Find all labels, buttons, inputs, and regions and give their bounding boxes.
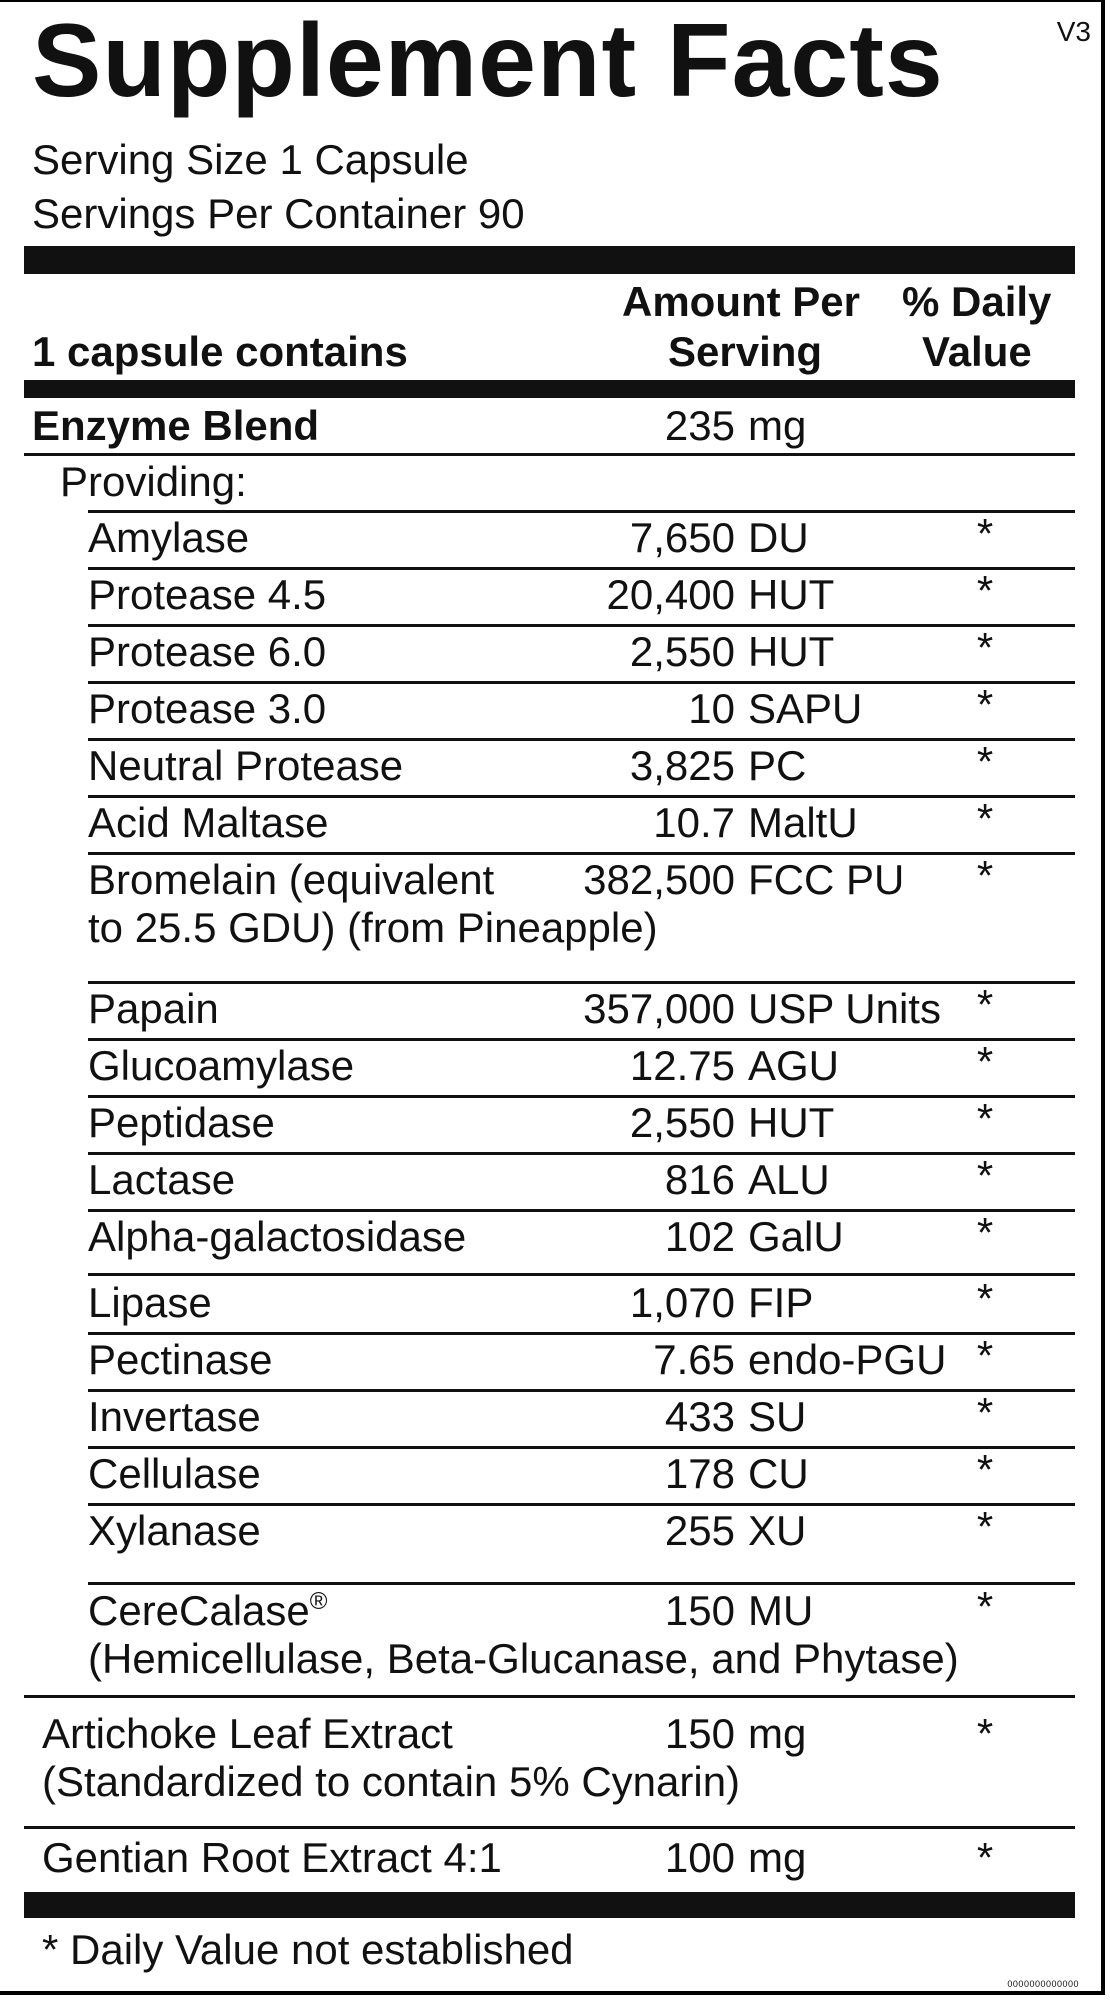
row-divider xyxy=(88,624,1075,627)
enzyme-daily-value: * xyxy=(976,981,994,1028)
enzyme-unit: MaltU xyxy=(748,799,858,846)
enzyme-name-continued: to 25.5 GDU) (from Pineapple) xyxy=(88,904,658,951)
enzyme-unit: XU xyxy=(748,1507,807,1554)
header-amount-line1: Amount Per xyxy=(622,278,861,325)
header-contains: 1 capsule contains xyxy=(32,328,408,375)
footnote: * Daily Value not established xyxy=(42,1926,574,1973)
enzyme-amount: 102 xyxy=(664,1213,735,1260)
enzyme-unit: endo-PGU xyxy=(748,1336,947,1383)
enzyme-unit: SAPU xyxy=(748,685,863,732)
artichoke-dv: * xyxy=(976,1710,994,1757)
enzyme-daily-value: * xyxy=(976,1583,994,1630)
enzyme-amount: 178 xyxy=(664,1450,735,1497)
gentian-name: Gentian Root Extract 4:1 xyxy=(42,1834,502,1881)
enzyme-name: Invertase xyxy=(88,1393,261,1440)
enzyme-amount: 10 xyxy=(688,685,735,732)
header-dv-line2: Value xyxy=(922,328,1032,375)
blend-name: Enzyme Blend xyxy=(32,402,320,449)
enzyme-amount: 3,825 xyxy=(629,742,735,789)
enzyme-name: Amylase xyxy=(88,514,250,561)
header-dv-line1: % Daily xyxy=(902,278,1052,325)
enzyme-name: Papain xyxy=(88,985,219,1032)
enzyme-unit: ALU xyxy=(748,1156,830,1203)
enzyme-name: Cellulase xyxy=(88,1450,261,1497)
header-amount-line2: Serving xyxy=(668,328,823,375)
blend-unit: mg xyxy=(748,402,807,449)
enzyme-amount: 7,650 xyxy=(629,514,735,561)
panel-title: Supplement Facts xyxy=(32,3,944,119)
gentian-unit: mg xyxy=(748,1834,807,1881)
row-divider xyxy=(88,1503,1075,1506)
artichoke-amount: 150 xyxy=(664,1710,735,1757)
enzyme-daily-value: * xyxy=(976,738,994,785)
enzyme-name: Protease 4.5 xyxy=(88,571,327,618)
gentian-dv: * xyxy=(976,1834,994,1881)
enzyme-name: Acid Maltase xyxy=(88,799,329,846)
enzyme-daily-value: * xyxy=(976,795,994,842)
row-divider xyxy=(88,681,1075,684)
row-divider xyxy=(24,1826,1075,1829)
enzyme-unit: USP Units xyxy=(748,985,941,1032)
enzyme-daily-value: * xyxy=(976,624,994,671)
thick-divider-top xyxy=(24,246,1075,274)
enzyme-name xyxy=(88,1587,327,1635)
enzyme-amount: 12.75 xyxy=(629,1042,735,1089)
enzyme-unit: MU xyxy=(748,1587,814,1634)
enzyme-amount: 255 xyxy=(664,1507,735,1554)
enzyme-unit: FIP xyxy=(748,1279,814,1326)
enzyme-amount: 1,070 xyxy=(629,1279,735,1326)
enzyme-daily-value: * xyxy=(976,681,994,728)
enzyme-daily-value: * xyxy=(976,1038,994,1085)
enzyme-amount: 7.65 xyxy=(653,1336,735,1383)
enzyme-daily-value: * xyxy=(976,1389,994,1436)
enzyme-unit: SU xyxy=(748,1393,807,1440)
enzyme-amount: 816 xyxy=(664,1156,735,1203)
enzyme-amount: 357,000 xyxy=(583,985,735,1032)
enzyme-unit: AGU xyxy=(748,1042,840,1089)
enzyme-unit: HUT xyxy=(748,571,835,618)
enzyme-daily-value: * xyxy=(976,510,994,557)
artichoke-standardization: (Standardized to contain 5% Cynarin) xyxy=(42,1758,741,1805)
blend-amount: 235 xyxy=(664,402,735,449)
enzyme-name: Neutral Protease xyxy=(88,742,404,789)
row-divider xyxy=(88,1209,1075,1212)
enzyme-unit: CU xyxy=(748,1450,809,1497)
row-divider xyxy=(24,1695,1075,1698)
row-divider xyxy=(88,1273,1075,1276)
enzyme-amount: 10.7 xyxy=(653,799,735,846)
lot-code: 0000000000000 xyxy=(1007,1979,1079,1989)
enzyme-name: Xylanase xyxy=(88,1507,261,1554)
enzyme-daily-value: * xyxy=(976,1209,994,1256)
enzyme-amount: 2,550 xyxy=(629,628,735,675)
enzyme-unit: GalU xyxy=(748,1213,844,1260)
row-divider xyxy=(88,1038,1075,1041)
registered-mark: ® xyxy=(309,1588,328,1615)
enzyme-amount: 150 xyxy=(664,1587,735,1634)
artichoke-unit: mg xyxy=(748,1710,807,1757)
enzyme-daily-value: * xyxy=(976,567,994,614)
row-divider xyxy=(88,795,1075,798)
row-divider xyxy=(88,1095,1075,1098)
enzyme-amount: 433 xyxy=(664,1393,735,1440)
enzyme-amount: 382,500 xyxy=(583,856,735,903)
enzyme-name: Bromelain (equivalent xyxy=(88,856,495,903)
row-divider xyxy=(88,852,1075,855)
row-divider xyxy=(88,1332,1075,1335)
enzyme-unit: PC xyxy=(748,742,807,789)
enzyme-unit: FCC PU xyxy=(748,856,905,903)
enzyme-amount: 2,550 xyxy=(629,1099,735,1146)
enzyme-daily-value: * xyxy=(976,1503,994,1550)
enzyme-name: Protease 6.0 xyxy=(88,628,327,675)
row-divider xyxy=(24,453,1075,456)
row-divider xyxy=(88,510,1075,513)
servings-per-container: Servings Per Container 90 xyxy=(32,190,525,237)
row-divider xyxy=(88,1152,1075,1155)
enzyme-daily-value: * xyxy=(976,1446,994,1493)
enzyme-daily-value: * xyxy=(976,1152,994,1199)
gentian-amount: 100 xyxy=(664,1834,735,1881)
row-divider xyxy=(88,1446,1075,1449)
enzyme-daily-value: * xyxy=(976,852,994,899)
providing-label: Providing: xyxy=(60,458,247,505)
thick-divider-header xyxy=(24,380,1075,398)
thick-divider-bottom xyxy=(24,1892,1075,1918)
enzyme-name: Glucoamylase xyxy=(88,1042,355,1089)
enzyme-unit: DU xyxy=(748,514,809,561)
enzyme-name: Lactase xyxy=(88,1156,236,1203)
row-divider xyxy=(88,981,1075,984)
row-divider xyxy=(88,738,1075,741)
row-divider xyxy=(88,567,1075,570)
enzyme-daily-value: * xyxy=(976,1332,994,1379)
artichoke-name: Artichoke Leaf Extract xyxy=(42,1710,453,1757)
enzyme-name: Pectinase xyxy=(88,1336,273,1383)
serving-size: Serving Size 1 Capsule xyxy=(32,136,469,183)
row-divider xyxy=(88,1582,1075,1585)
version-label: V3 xyxy=(1056,16,1091,47)
enzyme-name: Alpha-galactosidase xyxy=(88,1213,467,1260)
row-divider xyxy=(88,1389,1075,1392)
enzyme-name: Peptidase xyxy=(88,1099,275,1146)
enzyme-name-text: CereCalase xyxy=(88,1587,310,1634)
enzyme-name: Protease 3.0 xyxy=(88,685,327,732)
enzyme-daily-value: * xyxy=(976,1095,994,1142)
enzyme-unit: HUT xyxy=(748,628,835,675)
enzyme-name: Lipase xyxy=(88,1279,212,1326)
enzyme-name-continued: (Hemicellulase, Beta-Glucanase, and Phytase) xyxy=(88,1635,959,1682)
enzyme-unit: HUT xyxy=(748,1099,835,1146)
enzyme-amount: 20,400 xyxy=(606,571,735,618)
enzyme-daily-value: * xyxy=(976,1275,994,1322)
